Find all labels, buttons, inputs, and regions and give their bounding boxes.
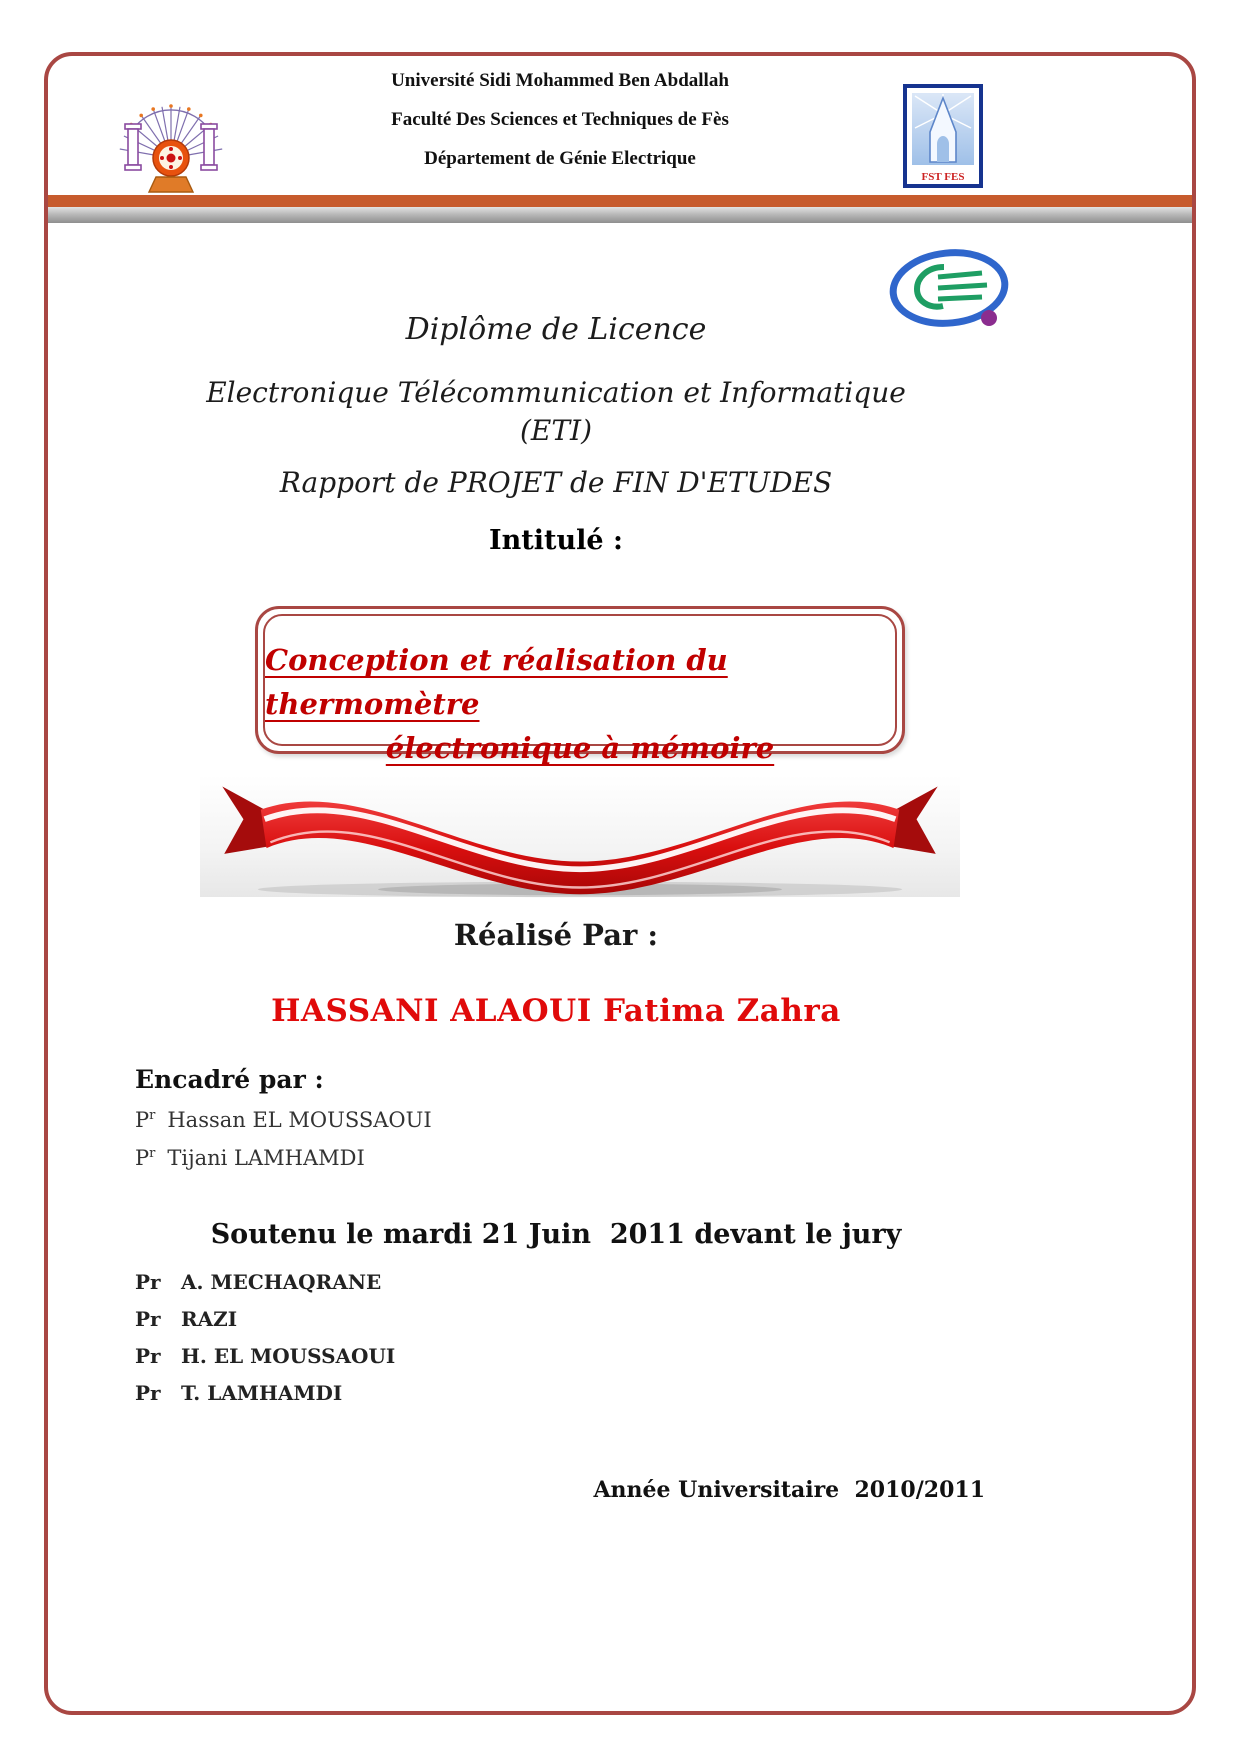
jury-title: Pr <box>135 1381 161 1405</box>
program-abbreviation: (ETI) <box>519 414 593 447</box>
jury-title: Pr <box>135 1344 161 1368</box>
supervisor-title: P <box>135 1146 150 1170</box>
defense-heading: Soutenu le mardi 21 Juin 2011 devant le jury <box>210 1219 902 1250</box>
program-name: Electronique Télécommunication et Informatique <box>206 376 906 409</box>
divider-bar-gray <box>48 207 1192 223</box>
academic-year: Année Universitaire 2010/2011 <box>593 1477 985 1503</box>
faculty-name: Faculté Des Sciences et Techniques de Fès <box>391 109 729 130</box>
jury-row <box>135 1270 381 1294</box>
jury-name: RAZI <box>181 1307 238 1331</box>
project-title-box <box>255 606 905 765</box>
project-title-line-2: électronique à mémoire <box>385 731 775 765</box>
jury-title: Pr <box>135 1270 161 1294</box>
supervisor-title: P <box>135 1108 150 1132</box>
jury-row <box>135 1344 395 1368</box>
supervisor-title-sup: r <box>149 1108 156 1123</box>
fst-badge-logo <box>903 84 983 188</box>
jury-name: A. MECHAQRANE <box>181 1270 382 1294</box>
entitled-label: Intitulé : <box>489 525 623 556</box>
project-title-box-inner <box>263 614 897 765</box>
red-ribbon-icon <box>200 775 960 900</box>
jury-row <box>135 1381 342 1405</box>
header <box>200 70 920 187</box>
supervisor-name: Hassan EL MOUSSAOUI <box>167 1108 432 1132</box>
supervisor-row <box>135 1108 432 1132</box>
jury-name: H. EL MOUSSAOUI <box>181 1344 396 1368</box>
supervisor-title-sup: r <box>149 1146 156 1161</box>
jury-name: T. LAMHAMDI <box>181 1381 343 1405</box>
jury-row <box>135 1307 237 1331</box>
supervised-by-heading: Encadré par : <box>135 1065 324 1094</box>
supervisor-row <box>135 1146 365 1170</box>
department-name: Département de Génie Electrique <box>424 148 696 169</box>
divider-bar-orange <box>48 195 1192 207</box>
report-type: Rapport de PROJET de FIN D'ETUDES <box>279 466 833 499</box>
degree-title: Diplôme de Licence <box>405 312 707 347</box>
jury-title: Pr <box>135 1307 161 1331</box>
author-name: HASSANI ALAOUI Fatima Zahra <box>271 993 841 1029</box>
university-name: Université Sidi Mohammed Ben Abdallah <box>391 70 729 91</box>
project-title-line-1: Conception et réalisation du thermomètre <box>265 643 728 721</box>
fst-badge-caption: FST FES <box>921 171 965 183</box>
supervisor-name: Tijani LAMHAMDI <box>167 1146 365 1170</box>
realized-by-label: Réalisé Par : <box>453 918 659 952</box>
